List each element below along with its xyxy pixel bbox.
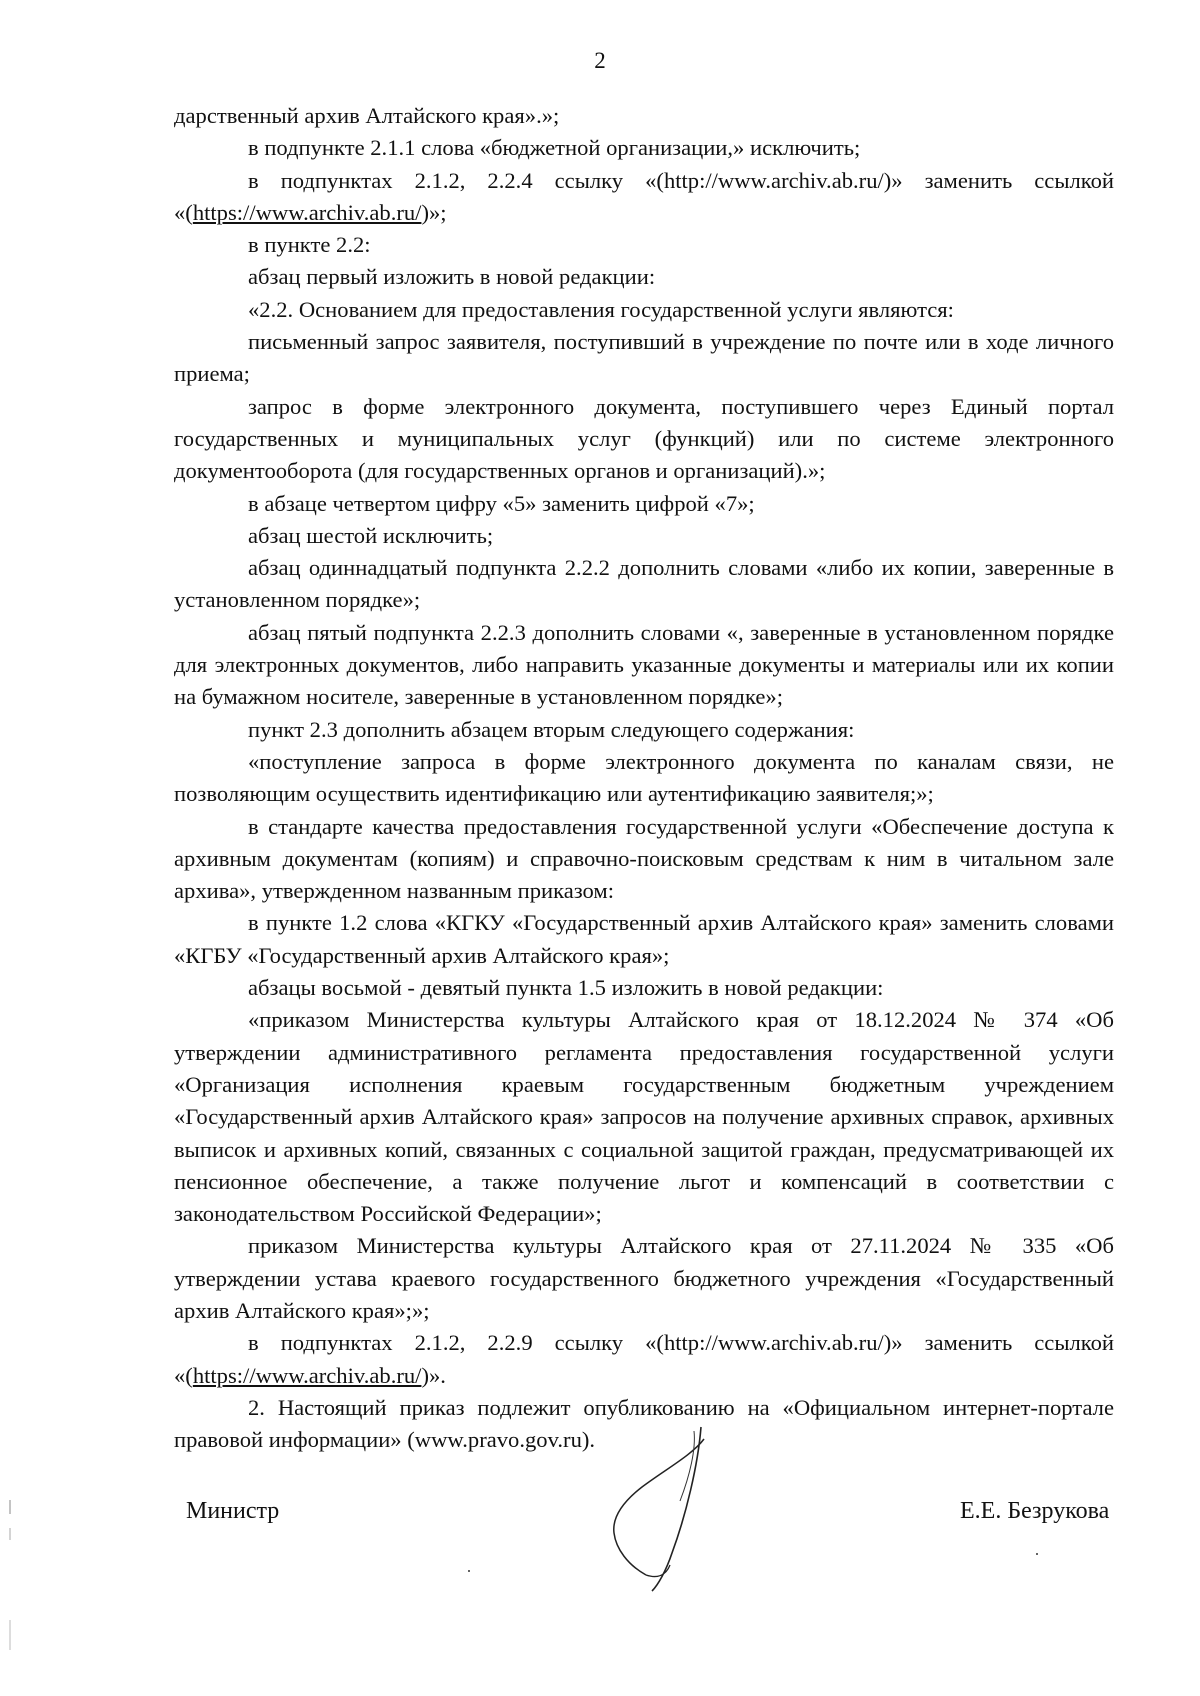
paragraph [174, 165, 1114, 230]
paragraph: 2. Настоящий приказ подлежит опубликованию на «Официальном интернет-портале правовой информации» (www.pravo.gov.ru). [174, 1394, 1114, 1453]
archive-link[interactable]: https://www.archiv.ab.ru/ [192, 199, 422, 225]
paragraph-text: )». [421, 1362, 446, 1388]
paragraph-text: )»; [421, 199, 447, 225]
handwritten-signature [606, 1425, 736, 1595]
paragraph: дарственный архив Алтайского края».»; [174, 103, 560, 128]
archive-link[interactable]: https://www.archiv.ab.ru/ [192, 1362, 422, 1388]
signatory-name: Е.Е. Безрукова [960, 1498, 1110, 1524]
scan-speck [1036, 1553, 1038, 1555]
paragraph: письменный запрос заявителя, поступивший в учреждение по почте или в ходе личного приема; [174, 329, 1114, 387]
paragraph [174, 1327, 1114, 1392]
paragraph: абзац первый изложить в новой редакции: [248, 264, 656, 290]
document-body [174, 100, 1114, 1456]
page-number: 2 [594, 48, 606, 73]
paragraph: абзац одиннадцатый подпункта 2.2.2 дополнить словами «либо их копии, заверенные в установленном порядке»; [174, 555, 1114, 613]
scan-margin-marks [8, 1500, 12, 1650]
scan-speck [468, 1570, 470, 1572]
paragraph: пункт 2.3 дополнить абзацем вторым следующего содержания: [248, 716, 855, 742]
paragraph: в подпункте 2.1.1 слова «бюджетной организации,» исключить; [248, 135, 861, 161]
paragraph: «поступление запроса в форме электронного документа по каналам связи, не позволяющим осуществить идентификацию или аутентификацию заявителя;»; [174, 748, 1114, 807]
paragraph: в пункте 1.2 слова «КГКУ «Государственный архив Алтайского края» заменить словами «КГБУ «Государственный архив Алтайского края»; [174, 910, 1114, 968]
paragraph: «приказом Министерства культуры Алтайского края от 18.12.2024 № 374 «Об утверждении административного регламента предоставления государственной услуги «Организация исполнения краевым государственным бюджетным учреждением «Государственный архив Алтайского края» запросов на получение архивных справок, архивных выписок и архивных копий, связанных с социальной защитой граждан, предусматривающей их пенсионное обеспечение, а также получение льгот и компенсаций в соответствии с законодательством Российской Федерации»; [174, 1007, 1114, 1227]
paragraph: приказом Министерства культуры Алтайского края от 27.11.2024 № 335 «Об утверждении устава краевого государственного бюджетного учреждения «Государственный архив Алтайского края»;»; [174, 1233, 1114, 1323]
paragraph: абзацы восьмой - девятый пункта 1.5 изложить в новой редакции: [248, 975, 884, 1001]
paragraph: абзац шестой исключить; [248, 522, 494, 548]
paragraph: в стандарте качества предоставления государственной услуги «Обеспечение доступа к архивным документам (копиям) и справочно-поисковым средствам к ним в читальном зале архива», утвержденном названным приказом: [174, 813, 1114, 904]
paragraph: в пункте 2.2: [248, 232, 371, 258]
paragraph: абзац пятый подпункта 2.2.3 дополнить словами «, заверенные в установленном порядке для электронных документов, либо направить указанные документы и материалы или их копии на бумажном носителе, заверенные в установленном порядке»; [174, 619, 1114, 710]
paragraph: в абзаце четвертом цифру «5» заменить цифрой «7»; [248, 490, 755, 516]
paragraph-text: в подпунктах 2.1.2, 2.2.9 ссылку «(http://www.archiv.ab.ru/)» заменить ссылкой «( [174, 1330, 1114, 1388]
paragraph-text: в подпунктах 2.1.2, 2.2.4 ссылку «(http://www.archiv.ab.ru/)» заменить ссылкой «( [174, 167, 1114, 225]
signatory-title: Министр [186, 1498, 280, 1524]
paragraph: «2.2. Основанием для предоставления государственной услуги являются: [248, 296, 954, 322]
paragraph: запрос в форме электронного документа, поступившего через Единый портал государственных и муниципальных услуг (функций) или по системе электронного документооборота (для государственных органов и организаций).»; [174, 393, 1114, 484]
